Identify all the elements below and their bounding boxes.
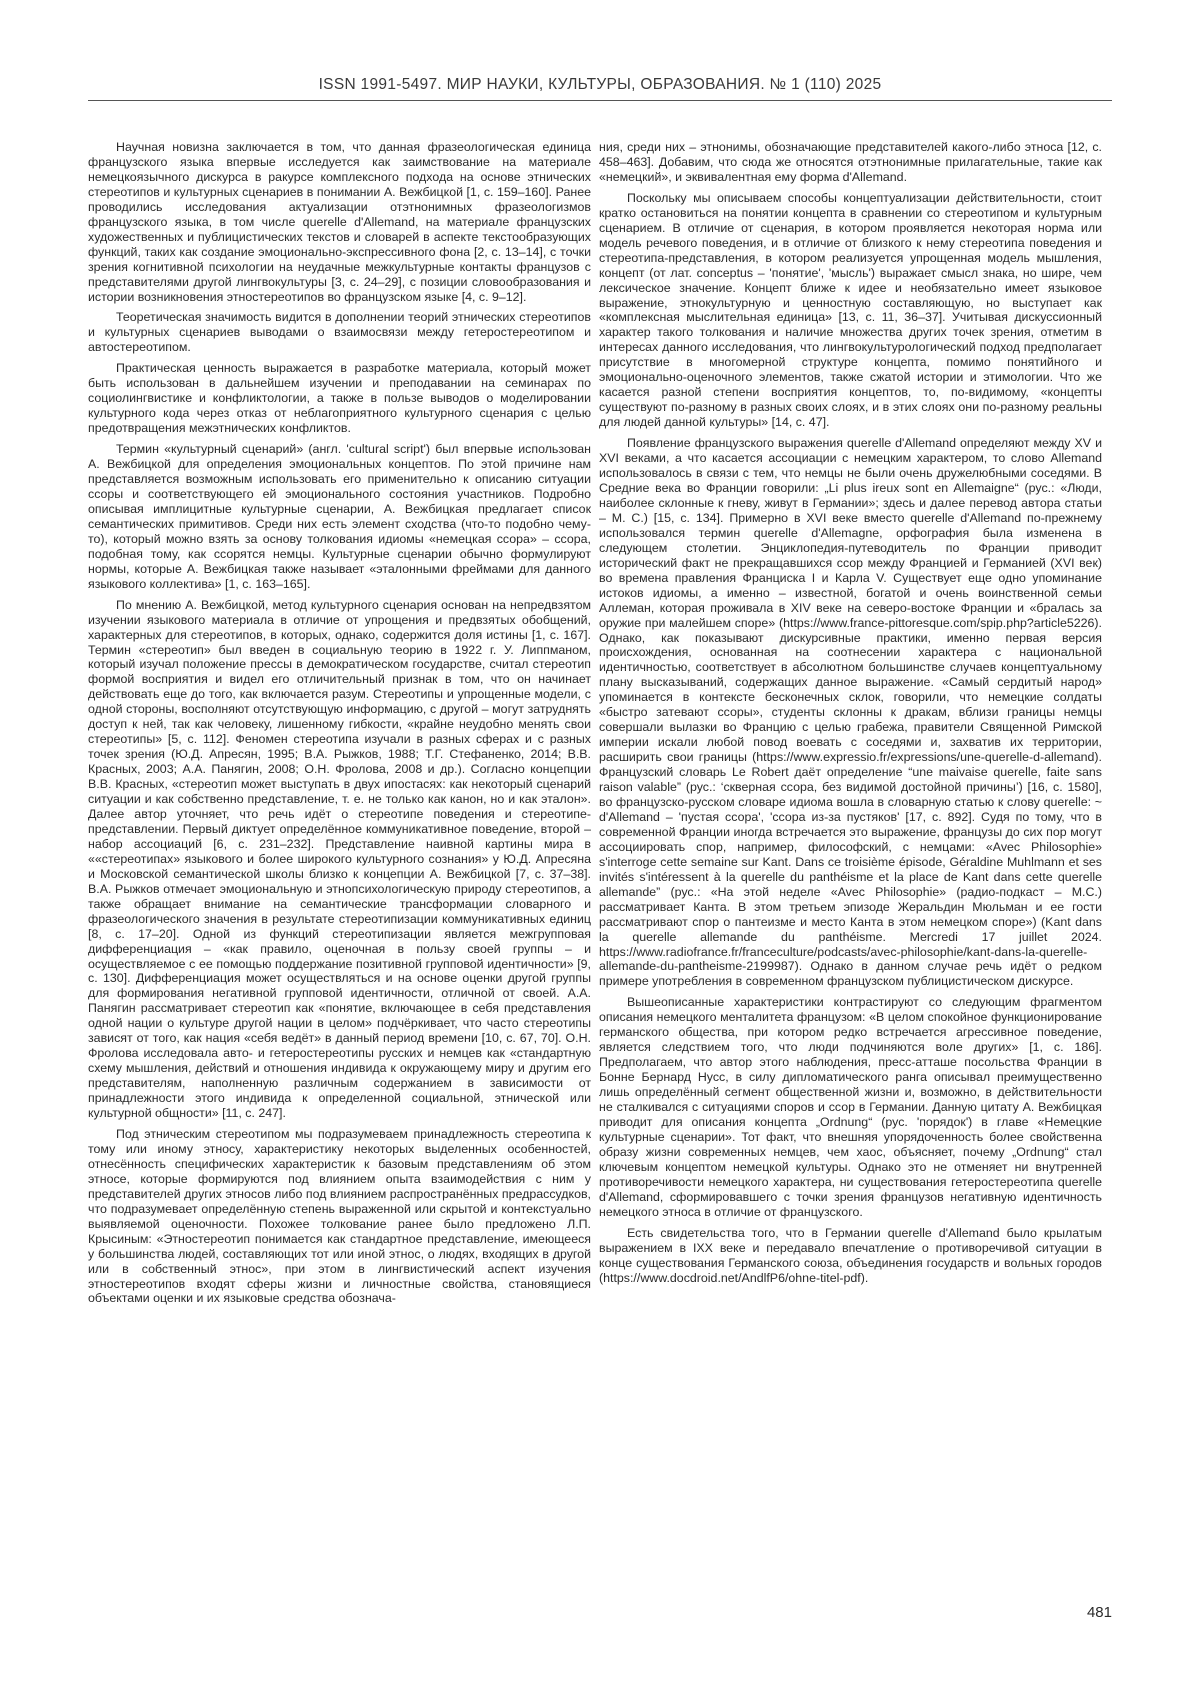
- header-rule: [88, 100, 1112, 101]
- paragraph-germany-usage: Есть свидетельства того, что в Германии querelle d'Allemand было крылатым выражением в IXX веке и передавало впечатление о противоречивой ситуации в конце существования Германского союза, объединения государств и вольных городов (https://www.docdroid.net/AndlfP6/ohne-titel-pdf).: [599, 1226, 1102, 1286]
- paragraph-concept: Поскольку мы описываем способы концептуализации действительности, стоит кратко остановиться на понятии концепта в сравнении со стереотипом и культурным сценарием. В отличие от сценария, в котором проявляется некоторая норма или модель речевого поведения, и в отличие от близкого к нему стереотипа поведения и стереотипа-представления, в котором реализуется упрощенная модель мышления, концепт (от лат. conceptus – 'понятие', 'мысль') выражает смысл знака, но шире, чем лексическое значение. Концепт ближе к идее и необязательно имеет языковое выражение, этнокультурную и ценностную составляющую, но выступает как «комплексная мыслительная единица» [13, с. 11, 36–37]. Учитывая дискуссионный характер такого толкования и наличие множества других точек зрения, отметим в интересах данного исследования, что лингвокультурологический подход предполагает присутствие в многомерной структуре концепта, помимо понятийного и эмоционально-оценочного элементов, также сжатой истории и этимологии. Что же касается разной степени восприятия концептов, то, по-видимому, «концепты существуют по-разному в разных своих слоях, и в этих слоях они по-разному реальны для людей данной культуры» [14, с. 47].: [599, 191, 1102, 430]
- right-column: [599, 140, 1102, 1291]
- paragraph-querelle-origin: Появление французского выражения querelle d'Allemand определяют между XV и XVI веками, а что касается ассоциации с немецким характером, то слово Allemand использовалось в связи с тем, что немцы не были очень дружелюбными соседями. В Средние века во Франции говорили: „Li plus ireux sont en Allemaigne“ (рус.: «Люди, наиболее склонные к гневу, живут в Германии»; здесь и далее перевод автора статьи – М. С.) [15, с. 134]. Примерно в XVI веке вместо querelle d'Allemand по-прежнему использовался термин querelle d'Allemagne, орфография была изменена в следующем столетии. Энциклопедия-путеводитель по Франции приводит исторический факт не прекращавшихся ссор между Францией и Германией (XVI век) во времена правления Франциска I и Карла V. Существует еще одно упоминание истоков идиомы, а именно – известной, богатой и очень воинственной семьи Аллеман, которая проживала в XIV веке на северо-востоке Франции и «бралась за оружие при малейшем споре» (https://www.france-pittoresque.com/spip.php?article5226). Однако, как показывают дискурсивные практики, именно первая версия происхождения, основанная на соотнесении характера с национальной идентичностью, соответствует в абсолютном большинстве случаев концептуальному плану высказываний, содержащих данное выражение. «Самый сердитый народ» упоминается в контексте бесконечных склок, говорили, что немецкие солдаты «быстро затевают ссоры», студенты склонны к дракам, вблизи границы немцы совершали вылазки во Францию с целью грабежа, правители Священной Римской империи искали любой повод воевать с соседями и, захватив их территории, расширить свои границы (https://www.expressio.fr/expressions/une-querelle-d-allemand). Французский словарь Le Robert даёт определение “une maivaise querelle, faite sans raison valable” (рус.: ‘скверная ссора, без видимой достойной причины’) [16, с. 1580], во французско-русском словаре идиома вошла в словарную статью к слову querelle: ~ d'Allemand – 'пустая ссора', 'ссора из-за пустяков' [17, с. 892]. Судя по тому, что в современной Франции иногда встречается это выражение, французы до сих пор могут ассоциировать спор, например, философский, с немцами: «Avec Philosophie» s'interroge cette semaine sur Kant. Dans ce troisième épisode, Géraldine Muhlmann et ses invités s'intéressent à la querelle du panthéisme et la place de Kant dans cette querelle allemande” (рус.: «На этой неделе «Avec Philosophie» (радио-подкаст – М.С.) рассматривает Канта. В этом третьем эпизоде Жеральдин Мюльман и ее гости рассматривают спор о пантеизме и место Канта в этом немецком споре») (Kant dans la querelle allemande du panthéisme. Mercredi 17 juillet 2024. https://www.radiofrance.fr/franceculture/podcasts/avec-philosophie/kant-dans-la-querelle-allemande-du-pantheisme-2199987). Однако в данном случае речь идёт о редком примере употребления в современном французском публицистическом дискурсе.: [599, 436, 1102, 989]
- paragraph-theoretical-significance: Теоретическая значимость видится в дополнении теорий этнических стереотипов и культурных сценариев выводами о взаимосвязи между гетеростереотипом и автостереотипом.: [88, 310, 591, 355]
- page-number: 481: [1087, 1604, 1112, 1621]
- left-column: [88, 140, 591, 1312]
- paragraph-ordnung: Вышеописанные характеристики контрастируют со следующим фрагментом описания немецкого менталитета французом: «В целом спокойное функционирование германского общества, при котором редко встречается агрессивное поведение, является следствием того, что люди подчиняются воле других» [1, с. 186]. Предполагаем, что автор этого наблюдения, пресс-атташе посольства Франции в Бонне Бернард Нусс, в силу дипломатического ранга описывал преимущественно лишь определённый сегмент общественной жизни и, возможно, в действительности не сталкивался с ситуациями споров и ссор в Германии. Данную цитату А. Вежбицкая приводит для описания концепта „Ordnung“ (рус. 'порядок') в главе «Немецкие культурные сценарии». Тот факт, что внешняя упорядоченность более свойственна образу жизни современных немцев, чем хаос, объясняет, почему „Ordnung“ стал ключевым концептом немецкой культуры. Однако это не отменяет ни внутренней противоречивости немецкого характера, ни существования гетеростереотипа querelle d'Allemand, сформировавшего с точки зрения французов негативную идентичность немецкого этноса в отличие от французского.: [599, 995, 1102, 1219]
- paragraph-novelty: Научная новизна заключается в том, что данная фразеологическая единица французского языка впервые исследуется как заимствование на материале немецкоязычного дискурса в ракурсе комплексного подхода на основе этнических стереотипов и культурных сценариев в понимании А. Вежбицкой [1, с. 159–160]. Ранее проводились исследования актуализации отэтнонимных фразеологизмов французского языка, в том числе querelle d'Allemand, на материале французских художественных и публицистических текстов и словарей в аспекте текстообразующих функций, таких как создание эмоционально-экспрессивного фона [2, с. 13–14], с точки зрения когнитивной психологии на неудачные межкультурные контакты французов с представителями другой лингвокультуры [3, с. 24–29], с позиции словообразования и истории возникновения этностереотипов во французском языке [4, с. 9–12].: [88, 140, 591, 304]
- journal-header: ISSN 1991-5497. МИР НАУКИ, КУЛЬТУРЫ, ОБРАЗОВАНИЯ. № 1 (110) 2025: [88, 76, 1112, 94]
- paragraph-ethnic-stereotype: Под этническим стереотипом мы подразумеваем принадлежность стереотипа к тому или иному этносу, характеристику некоторых выделенных особенностей, отнесённость специфических характеристик к базовым представлениям об этом этносе, которые формируются под влиянием опыта взаимодействия с ним у представителей других этносов либо под влиянием распространённых предрассудков, что подразумевает определённую степень выраженной или скрытой и контекстуально выявляемой оценочности. Похожее толкование ранее было предложено Л.П. Крысиным: «Этностереотип понимается как стандартное представление, имеющееся у большинства людей, составляющих тот или иной этнос, о людях, входящих в другой или в собственный этнос», при этом в лингвистический аспект изучения этностереотипов входят сферы жизни и личностные свойства, становящиеся объектами оценки и их языковые средства обознача-: [88, 1127, 591, 1306]
- paragraph-stereotype-theory: По мнению А. Вежбицкой, метод культурного сценария основан на непредвзятом изучении языкового материала в отличие от упрощения и предвзятых обобщений, характерных для стереотипов, в которых, однако, содержится доля истины [1, с. 167]. Термин «стереотип» был введен в социальную теорию в 1922 г. У. Липпманом, который изучал положение прессы в демократическом государстве, считал стереотип формой восприятия и видел его отличительный признак в том, что он начинает действовать еще до того, как включается разум. Стереотипы и упрощенные модели, с одной стороны, восполняют отсутствующую информацию, с другой – могут затруднять доступ к ней, так как человеку, лишенному гибкости, «крайне неудобно менять свои стереотипы» [5, с. 112]. Феномен стереотипа изучали в разных сферах и с разных точек зрения (Ю.Д. Апресян, 1995; В.А. Рыжков, 1988; Т.Г. Стефаненко, 2014; В.В. Красных, 2003; А.А. Панягин, 2008; О.Н. Фролова, 2008 и др.). Согласно концепции В.В. Красных, «стереотип может выступать в двух ипостасях: как некоторый сценарий ситуации и как собственно представление, т. е. не только как канон, но и как эталон». Далее автор уточняет, что речь идёт о стереотипе поведения и стереотипе-представлении. Первый диктует определённое коммуникативное поведение, второй – набор ассоциаций [6, с. 231–232]. Представление наивной картины мира в ««стереотипах» языкового и более широкого культурного сознания» у Ю.Д. Апресяна и Московской семантической школы близко к концепции А. Вежбицкой [7, с. 37–38]. В.А. Рыжков отмечает эмоциональную и этнопсихологическую природу стереотипов, а также обращает внимание на семантические трансформации словарного и фразеологического значения в результате стереотипизации коммуникативных единиц [8, с. 17–20]. Одной из функций стереотипизации является межгрупповая дифференциация – «как правило, оценочная в пользу своей группы – и осуществляемое с ее помощью поддержание позитивной групповой идентичности» [9, с. 130]. Дифференциация может осуществляться и на основе оценки другой группы для формирования негативной групповой идентичности, отличной от своей. А.А. Панягин рассматривает стереотип как «понятие, включающее в себя представления одной нации о культуре другой нации в целом» подчёркивает, что часто стереотипы зависят от того, как нация «себя ведёт» в данный период времени [10, с. 67, 70]. О.Н. Фролова исследовала авто- и гетеростереотипы русских и немцев как «стандартную схему мышления, действий и отношения индивида к окружающему миру и другим его представителям, наполненную различным содержанием в зависимости от принадлежности этого индивида к определенной социальной, этнической или культурной общности» [11, с. 247].: [88, 598, 591, 1121]
- paragraph-cultural-script: Термин «культурный сценарий» (англ. 'cultural script') был впервые использован А. Вежбицкой для определения эмоциональных концептов. По этой причине нам представляется возможным использовать его применительно к описанию ситуации ссоры и соответствующего ей эмоционального состояния участников. Подробно описывая имплицитные культурные сценарии, А. Вежбицкая предлагает список семантических примитивов. Среди них есть элемент сходства (что-то подобно чему-то), который можно взять за основу толкования идиомы «немецкая ссора» – ссора, подобная тому, как ссорятся немцы. Культурные сценарии обычно формулируют нормы, которые А. Вежбицкая также называет «эталонными фреймами для данного языкового коллектива» [1, с. 163–165].: [88, 442, 591, 592]
- paragraph-continuation: ния, среди них – этнонимы, обозначающие представителей какого-либо этноса [12, с. 458–463]. Добавим, что сюда же относятся отэтнонимные прилагательные, такие как «немецкий», и эквивалентная ему форма d'Allemand.: [599, 140, 1102, 185]
- paragraph-practical-value: Практическая ценность выражается в разработке материала, который может быть использован в дальнейшем изучении и преподавании на семинарах по социолингвистике и конфликтологии, а также в пользе выводов о моделировании культурного кода через отказ от неблагоприятного культурного сценария с целью предотвращения межэтнических конфликтов.: [88, 361, 591, 436]
